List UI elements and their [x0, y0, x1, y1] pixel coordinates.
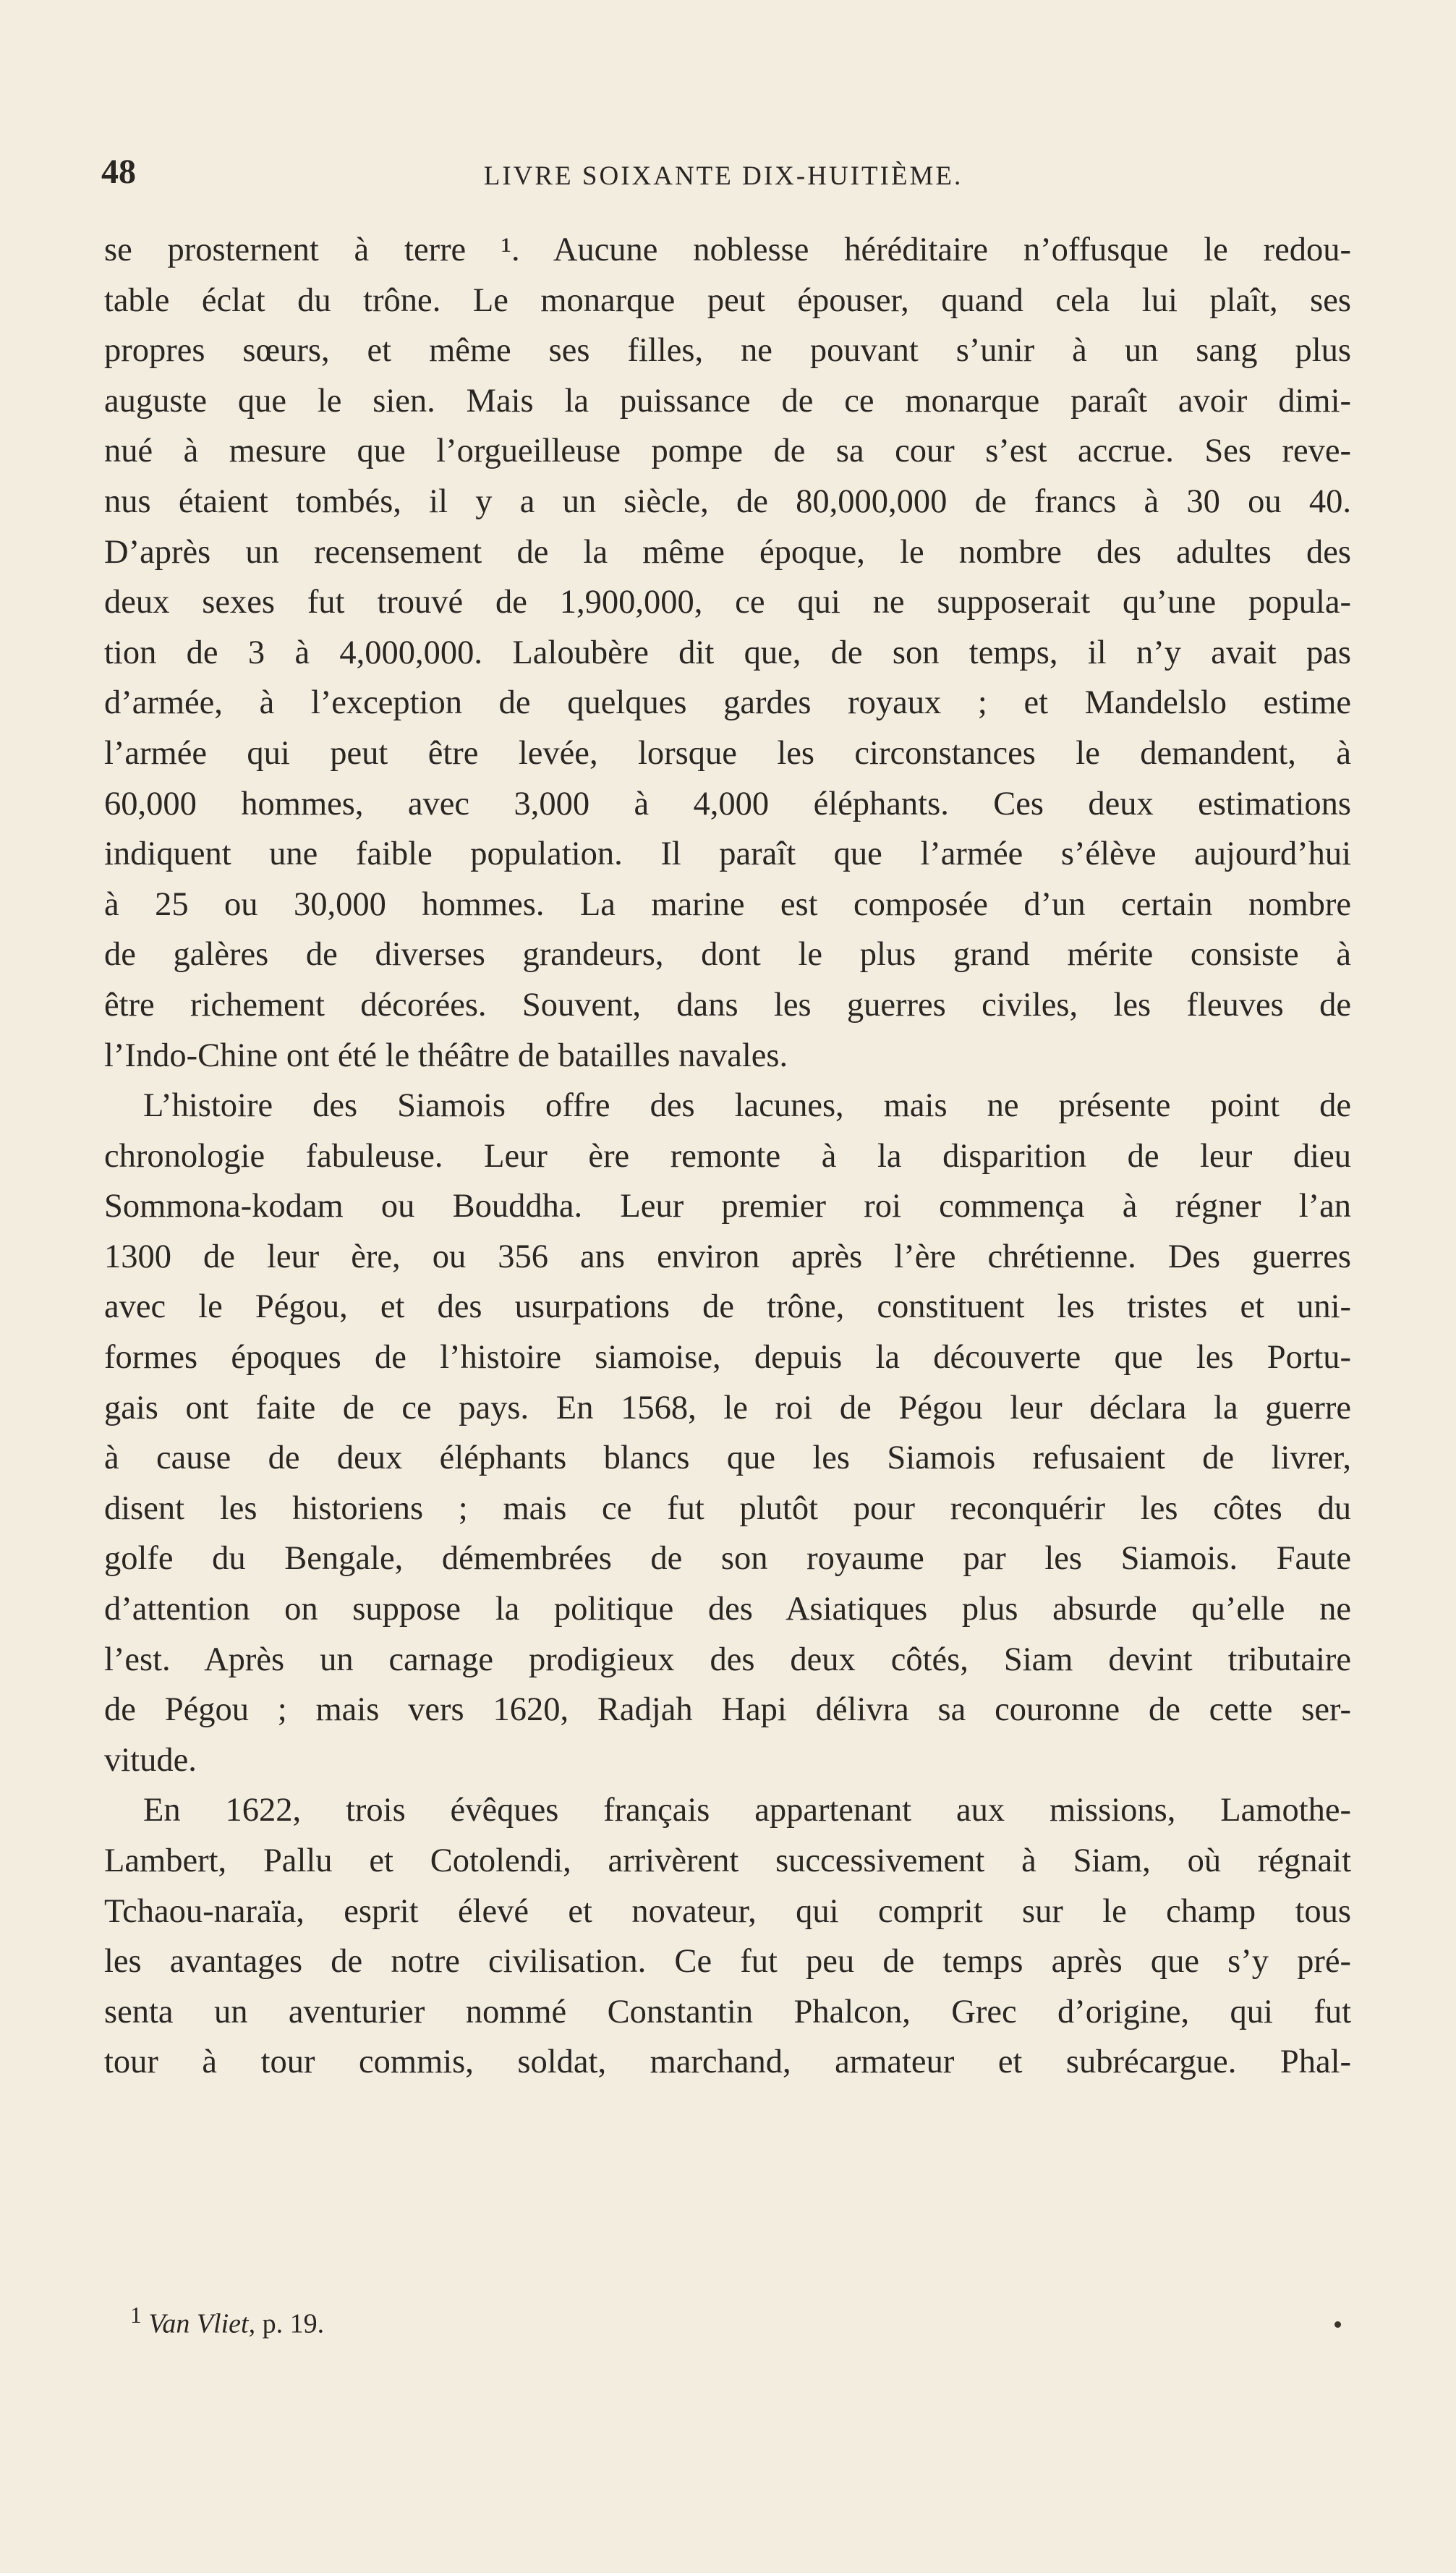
running-title: LIVRE SOIXANTE DIX-HUITIÈME.: [483, 161, 963, 191]
text-line: 60,000 hommes, avec 3,000 à 4,000 éléphants. Ces deux estimations: [104, 785, 1351, 822]
text-line: D’après un recensement de la même époque, le nombre des adultes des: [104, 533, 1351, 571]
text-line: gais ont faite de ce pays. En 1568, le roi de Pégou leur déclara la guerre: [104, 1389, 1351, 1426]
paragraph-start-line: En 1622, trois évêques français appartenant aux missions, Lamothe-: [143, 1792, 1351, 1829]
text-line: 1300 de leur ère, ou 356 ans environ après l’ère chrétienne. Des guerres: [104, 1238, 1351, 1275]
text-line: nus étaient tombés, il y a un siècle, de 80,000,000 de francs à 30 ou 40.: [104, 482, 1351, 520]
text-line: Sommona-kodam ou Bouddha. Leur premier roi commença à régner l’an: [104, 1188, 1351, 1225]
text-line: nué à mesure que l’orgueilleuse pompe de sa cour s’est accrue. Ses reve-: [104, 433, 1351, 470]
text-line: auguste que le sien. Mais la puissance de ce monarque paraît avoir dimi-: [104, 382, 1351, 420]
text-line: d’attention on suppose la politique des Asiatiques plus absurde qu’elle ne: [104, 1591, 1351, 1628]
text-line: à cause de deux éléphants blancs que les Siamois refusaient de livrer,: [104, 1439, 1351, 1477]
paragraph-start-line: L’histoire des Siamois offre des lacunes, mais ne présente point de: [143, 1087, 1351, 1125]
footnote-marker: 1: [130, 2302, 142, 2328]
text-line: formes époques de l’histoire siamoise, depuis la découverte que les Portu-: [104, 1339, 1351, 1377]
text-line: indiquent une faible population. Il paraît que l’armée s’élève aujourd’hui: [104, 835, 1351, 873]
paragraph-end-line: vitude.: [104, 1741, 197, 1779]
text-line: à 25 ou 30,000 hommes. La marine est composée d’un certain nombre: [104, 885, 1351, 923]
text-line: être richement décorées. Souvent, dans les guerres civiles, les fleuves de: [104, 986, 1351, 1024]
footnote: [130, 2295, 1287, 2344]
text-line: propres sœurs, et même ses filles, ne pouvant s’unir à un sang plus: [104, 332, 1351, 370]
footnote-page-ref: p. 19.: [262, 2308, 325, 2339]
text-line: Lambert, Pallu et Cotolendi, arrivèrent successivement à Siam, où régnait: [104, 1842, 1351, 1879]
page-header: [94, 150, 1353, 201]
text-line: tion de 3 à 4,000,000. Laloubère dit que, de son temps, il n’y avait pas: [104, 634, 1351, 671]
paragraph-end-line: l’Indo-Chine ont été le théâtre de batailles navales.: [104, 1037, 788, 1074]
body-text: [104, 225, 1351, 2088]
text-line: l’armée qui peut être levée, lorsque les circonstances le demandent, à: [104, 734, 1351, 772]
text-line: de galères de diverses grandeurs, dont le plus grand mérite consiste à: [104, 936, 1351, 974]
text-line: avec le Pégou, et des usurpations de trône, constituent les tristes et uni-: [104, 1288, 1351, 1326]
text-line: tour à tour commis, soldat, marchand, armateur et subrécargue. Phal-: [104, 2043, 1351, 2081]
text-line: disent les historiens ; mais ce fut plutôt pour reconquérir les côtes du: [104, 1489, 1351, 1527]
text-line: l’est. Après un carnage prodigieux des deux côtés, Siam devint tributaire: [104, 1641, 1351, 1678]
text-line: de Pégou ; mais vers 1620, Radjah Hapi délivra sa couronne de cette ser-: [104, 1691, 1351, 1729]
text-line: senta un aventurier nommé Constantin Phalcon, Grec d’origine, qui fut: [104, 1993, 1351, 2030]
text-line: se prosternent à terre ¹. Aucune noblesse héréditaire n’offusque le redou-: [104, 231, 1351, 268]
ink-speck: [1334, 2321, 1341, 2328]
footnote-source: Van Vliet,: [148, 2308, 256, 2339]
text-line: table éclat du trône. Le monarque peut épouser, quand cela lui plaît, ses: [104, 281, 1351, 319]
text-line: deux sexes fut trouvé de 1,900,000, ce qui ne supposerait qu’une popula-: [104, 584, 1351, 621]
page-number: 48: [101, 153, 136, 191]
text-line: golfe du Bengale, démembrées de son royaume par les Siamois. Faute: [104, 1540, 1351, 1578]
text-line: d’armée, à l’exception de quelques gardes royaux ; et Mandelslo estime: [104, 684, 1351, 722]
text-line: chronologie fabuleuse. Leur ère remonte à la disparition de leur dieu: [104, 1137, 1351, 1175]
text-line: Tchaou-naraïa, esprit élevé et novateur, qui comprit sur le champ tous: [104, 1892, 1351, 1930]
text-line: les avantages de notre civilisation. Ce fut peu de temps après que s’y pré-: [104, 1943, 1351, 1981]
